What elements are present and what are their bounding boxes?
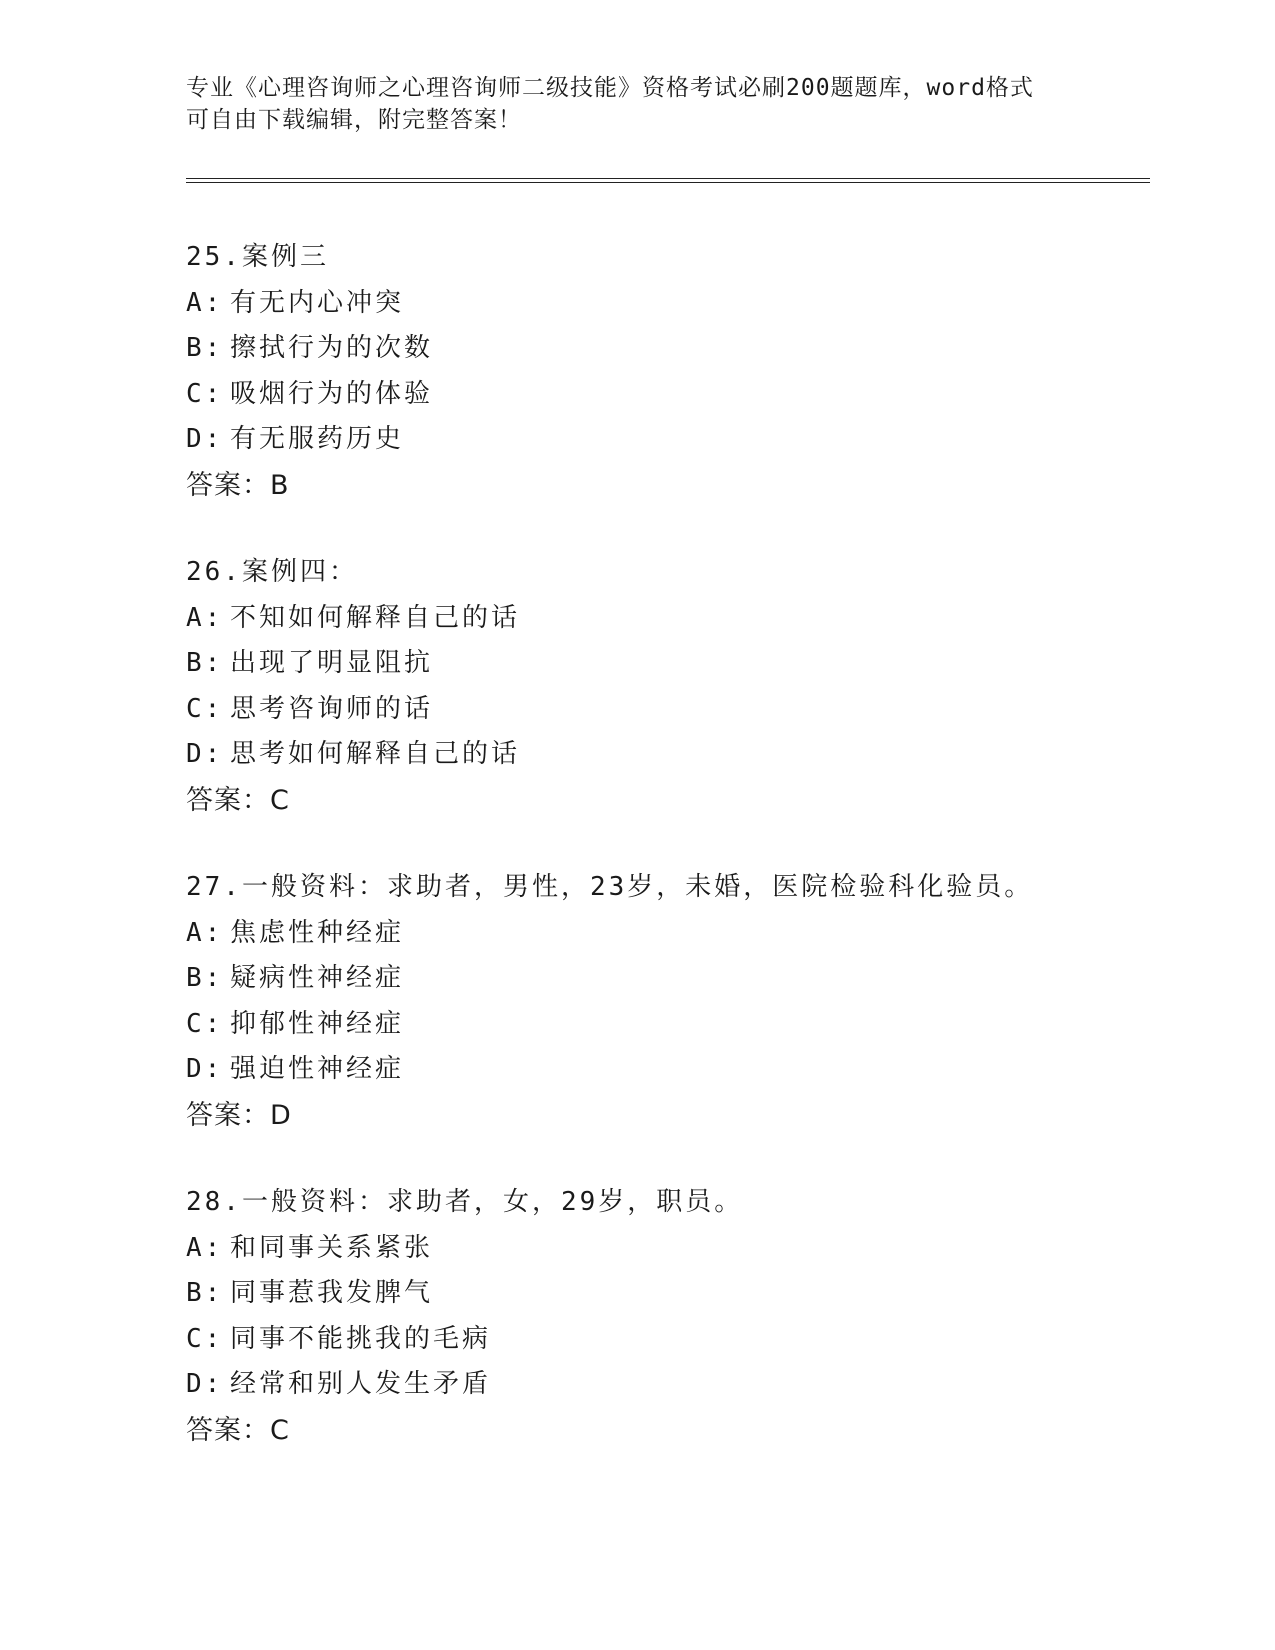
option-text: 强迫性神经症 [230, 1054, 405, 1084]
option-label: D: [186, 739, 224, 769]
option-c [186, 1002, 1146, 1048]
option-label: C: [186, 693, 224, 724]
option-label: A: [186, 917, 224, 948]
question-28 [186, 1180, 1146, 1453]
option-text: 抑郁性神经症 [230, 1008, 405, 1039]
option-label: A: [186, 1232, 224, 1263]
question-title: 28.一般资料：求助者，女，29岁，职员。 [186, 1187, 744, 1217]
option-text: 思考咨询师的话 [230, 693, 434, 724]
question-title: 27.一般资料：求助者，男性，23岁，未婚，医院检验科化验员。 [186, 872, 1034, 902]
option-text: 疑病性神经症 [230, 963, 405, 993]
header-line-1: 专业《心理咨询师之心理咨询师二级技能》资格考试必刷200题题库，word格式 [186, 75, 1034, 101]
option-a [186, 596, 1146, 642]
option-label: A: [186, 287, 224, 318]
option-c [186, 687, 1146, 733]
header-divider-top [186, 178, 1150, 179]
option-label: D: [186, 1054, 224, 1084]
option-label: B: [186, 1278, 224, 1308]
option-text: 经常和别人发生矛盾 [230, 1369, 492, 1399]
answer-line: 答案：C [186, 784, 290, 816]
question-title: 26.案例四： [186, 557, 358, 587]
option-text: 和同事关系紧张 [230, 1232, 434, 1263]
option-text: 焦虑性种经症 [230, 917, 405, 948]
option-label: C: [186, 1323, 224, 1354]
option-label: C: [186, 1008, 224, 1039]
option-label: B: [186, 648, 224, 678]
option-b [186, 641, 1146, 687]
option-c [186, 372, 1146, 418]
option-c [186, 1317, 1146, 1363]
question-title: 25.案例三 [186, 242, 329, 272]
question-25 [186, 235, 1146, 508]
option-text: 不知如何解释自己的话 [230, 602, 521, 633]
option-b [186, 326, 1146, 372]
option-label: B: [186, 963, 224, 993]
option-text: 同事不能挑我的毛病 [230, 1323, 492, 1354]
option-d [186, 417, 1146, 463]
option-d [186, 1047, 1146, 1093]
answer-line: 答案：D [186, 1099, 292, 1131]
question-list [186, 235, 1146, 1495]
option-label: D: [186, 424, 224, 454]
header-divider-bottom [186, 182, 1150, 183]
option-d [186, 1362, 1146, 1408]
option-text: 有无服药历史 [230, 424, 405, 454]
document-header [186, 72, 1086, 136]
option-text: 擦拭行为的次数 [230, 333, 434, 363]
option-text: 同事惹我发脾气 [230, 1278, 434, 1308]
option-a [186, 911, 1146, 957]
option-b [186, 1271, 1146, 1317]
option-a [186, 1226, 1146, 1272]
option-text: 出现了明显阻抗 [230, 648, 434, 678]
answer-line: 答案：C [186, 1414, 290, 1446]
option-d [186, 732, 1146, 778]
option-text: 思考如何解释自己的话 [230, 739, 521, 769]
question-27 [186, 865, 1146, 1138]
option-label: C: [186, 378, 224, 409]
option-label: D: [186, 1369, 224, 1399]
option-text: 吸烟行为的体验 [230, 378, 434, 409]
option-text: 有无内心冲突 [230, 287, 405, 318]
option-b [186, 956, 1146, 1002]
question-26 [186, 550, 1146, 823]
answer-line: 答案：B [186, 469, 290, 501]
header-line-2: 可自由下载编辑，附完整答案！ [186, 107, 522, 133]
option-label: B: [186, 333, 224, 363]
option-a [186, 281, 1146, 327]
option-label: A: [186, 602, 224, 633]
